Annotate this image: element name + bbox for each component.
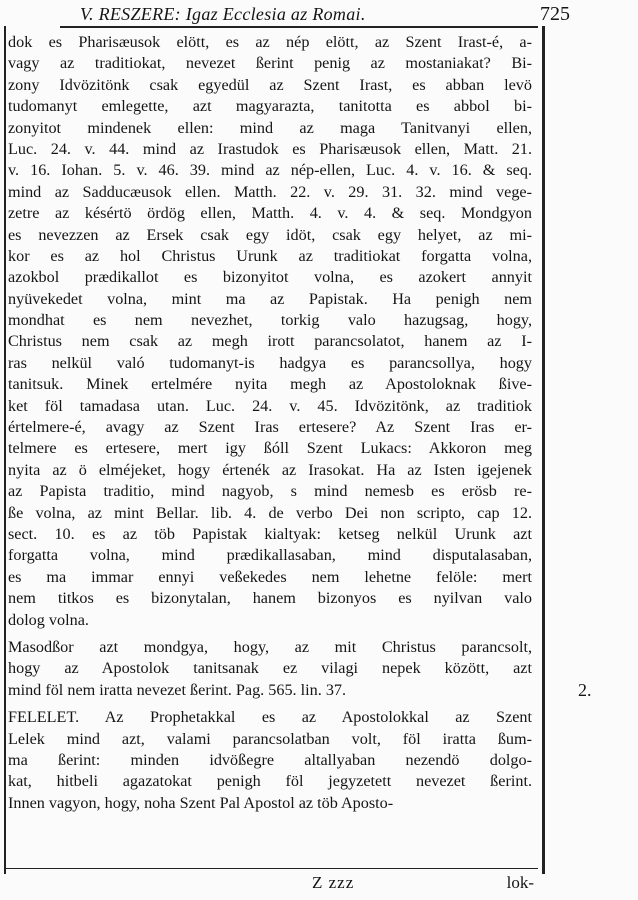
text-line: zony Idvözitönk csak egyedül az Szent Irast, es abban levö xyxy=(8,75,532,94)
text-line: értelmere-é, avagy az Szent Iras ertesere? Az Szent Iras er- xyxy=(8,418,532,437)
text-line: kor es az hol Christus Urunk az traditiokat forgatta volna, xyxy=(8,246,532,265)
text-line: v. 16. Iohan. 5. v. 46. 39. mind az nép-ellen, Luc. 4. v. 16. & seq. xyxy=(8,161,532,180)
text-line: azokbol prædikallot es bizonyitot volna, es azokert annyit xyxy=(8,268,532,287)
text-line: Innen vagyon, hogy, noha Szent Pal Apostol az töb Aposto- xyxy=(8,793,394,812)
text-line: Christus nem csak az megh irott parancsolatot, hanem az I- xyxy=(8,332,532,351)
text-line: es ma immar ennyi veßekedes nem lehetne felöle: mert xyxy=(8,567,532,586)
text-line: vagy az traditiokat, nevezet ßerint penig az mostaniakat? Bi- xyxy=(8,54,532,73)
text-line: hogy az Apostolok tanitsanak ez vilagi nepek között, azt xyxy=(8,659,532,678)
catchword: lok- xyxy=(506,873,534,892)
page-number: 725 xyxy=(540,3,570,25)
text-line: az Papista traditio, mind nagyob, s mind nemesb es erösb re- xyxy=(8,482,532,501)
text-line: zetre az késértö ördög ellen, Matth. 4. v. 4. & seq. Mondgyon xyxy=(8,204,532,223)
text-line: dok es Pharisæusok elött, es az nép elött, az Szent Irast-é, a- xyxy=(8,33,532,51)
header-title: V. RESZERE: Igaz Ecclesia az Romai. xyxy=(80,4,366,24)
text-line: mondhat es nem nevezhet, torkig valo hazugsag, hogy, xyxy=(8,311,532,330)
running-header xyxy=(60,2,570,28)
text-line: zonyitot mindenek ellen: mind az maga Tanitvanyi ellen, xyxy=(8,118,532,137)
text-line: tudomanyt emlegette, azt magyarazta, tanitotta es abbol bi- xyxy=(8,97,532,116)
body-text xyxy=(8,32,532,814)
text-line: ket föl tamadasa utan. Luc. 24. v. 45. Idvözitönk, az traditiok xyxy=(8,396,532,415)
text-line: ras nelkül való tudomanyt-is hadgya es parancsollya, hogy xyxy=(8,353,532,372)
text-line: ma ßerint: minden idvößegre altallyaban nezendö dolgo- xyxy=(8,750,532,769)
text-line: nem titkos es bizonytalan, hanem bizonyos es nyilvan valo xyxy=(8,589,532,608)
text-line: tanitsuk. Minek ertelmére nyita megh az Apostoloknak ßive- xyxy=(8,375,532,394)
text-line: mind föl nem iratta nevezet ßerint. Pag. 565. lin. 37. xyxy=(8,680,347,699)
signature-mark: Z zzz xyxy=(312,873,355,892)
text-line: Luc. 24. v. 44. mind az Irastudok es Pharisæusok ellen, Matt. 21. xyxy=(8,139,532,158)
text-line: forgatta volna, mind prædikallasaban, mind disputalasaban, xyxy=(8,546,532,565)
text-line: nyita az ö elméjeket, hogy értenék az Irasokat. Ha az Isten igejenek xyxy=(8,460,532,479)
text-line: sect. 10. es az töb Papistak kialtyak: ketseg nelkül Urunk azt xyxy=(8,524,532,543)
text-line: Masodßor azt mondgya, hogy, az mit Christus parancsolt, xyxy=(8,637,532,656)
text-line: Lelek mind azt, valami parancsolatban volt, föl iratta ßum- xyxy=(8,729,532,748)
text-line: dolog volna. xyxy=(8,610,89,629)
text-line: es nevezzen az Ersek csak egy idöt, csak egy helyet, az mi- xyxy=(8,225,532,244)
text-line: kat, hitbeli agazatokat penigh föl jegyzetett nevezet ßerint. xyxy=(8,772,532,791)
text-line: nyüvekedet volna, mint ma az Papistak. Ha penigh nem xyxy=(8,289,532,308)
text-line: telmere es ertesere, mert igy ßóll Szent Lukacs: Akkoron meg xyxy=(8,439,532,458)
margin-note: 2. xyxy=(578,680,592,700)
text-line: mind az Sadducæusok ellen. Matth. 22. v. 29. 31. 32. mind vege- xyxy=(8,182,532,201)
text-line: ße volna, az mint Bellar. lib. 4. de verbo Dei non scripto, cap 12. xyxy=(8,503,532,522)
text-line: FELELET. Az Prophetakkal es az Apostolokkal az Szent xyxy=(8,708,532,727)
page-footer xyxy=(6,868,538,897)
